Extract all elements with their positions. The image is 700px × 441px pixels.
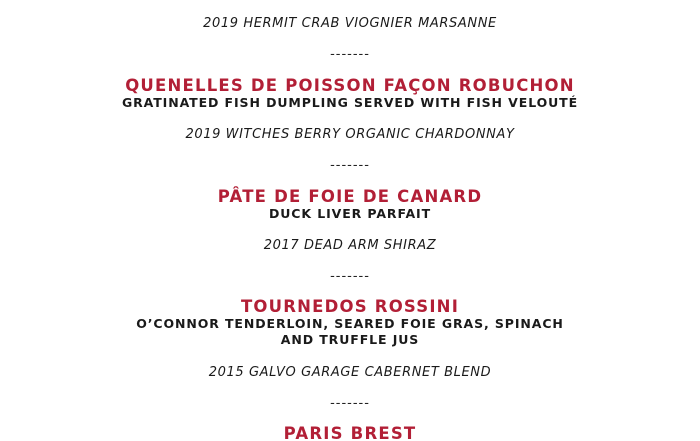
dish-name: PARIS BREST [283, 424, 417, 441]
course-separator: ------- [330, 47, 370, 62]
wine-pairing: 2017 DEAD ARM SHIRAZ [263, 238, 437, 253]
course-separator: ------- [330, 269, 370, 284]
course-separator: ------- [330, 158, 370, 173]
wine-pairing: 2015 GALVO GARAGE CABERNET BLEND [208, 365, 492, 380]
wine-pairing: 2019 WITCHES BERRY ORGANIC CHARDONNAY [185, 127, 515, 142]
dish-name: PÂTE DE FOIE DE CANARD [217, 187, 483, 206]
dish-description: GRATINATED FISH DUMPLING SERVED WITH FISH VELOUTÉ [121, 95, 579, 110]
dish-description: DUCK LIVER PARFAIT [268, 206, 431, 221]
course-separator: ------- [330, 396, 370, 411]
dish-name: QUENELLES DE POISSON FAÇON ROBUCHON [125, 76, 575, 95]
wine-pairing: 2019 HERMIT CRAB VIOGNIER MARSANNE [203, 16, 497, 31]
dish-name: TOURNEDOS ROSSINI [240, 297, 460, 316]
dish-description: AND TRUFFLE JUS [280, 332, 420, 347]
dish-description: O’CONNOR TENDERLOIN, SEARED FOIE GRAS, SPINACH [136, 316, 564, 331]
